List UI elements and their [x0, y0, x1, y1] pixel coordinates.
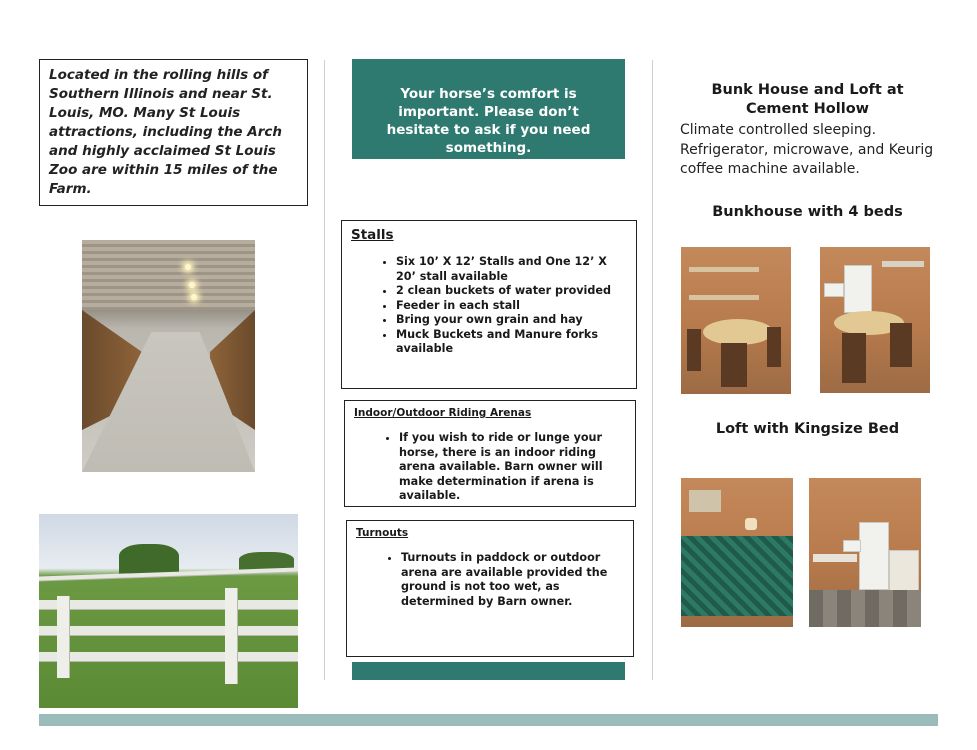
barn-light	[191, 294, 197, 300]
dining-table	[703, 319, 773, 345]
loft-photo-2	[809, 478, 921, 627]
riding-arenas-list	[354, 431, 626, 504]
loft-photo-1	[681, 478, 793, 627]
dining-chair	[890, 323, 912, 367]
kingsize-bed	[681, 536, 793, 616]
kitchen-counter	[813, 554, 857, 562]
loft-heading: Loft with Kingsize Bed	[715, 421, 900, 437]
wall-art	[689, 490, 721, 512]
column-divider-left	[324, 60, 325, 680]
bunkhouse-description: Climate controlled sleeping. Refrigerator, microwave, and Keurig coffee machine available.	[680, 122, 934, 177]
kitchen-cabinet	[889, 550, 919, 592]
dining-chair	[767, 327, 781, 367]
bunk-bed-frame	[689, 295, 759, 300]
turnouts-title: Turnouts	[356, 527, 409, 539]
barn-light	[185, 264, 191, 270]
stalls-list-item: • Six 10’ X 12’ Stalls and One 12’ X 20’ stall available	[396, 255, 627, 284]
bunkhouse-photo-1	[681, 247, 791, 394]
wall-shelf	[882, 261, 924, 267]
comfort-banner-text: Your horse’s comfort is important. Please don’t hesitate to ask if you need something.	[386, 86, 591, 156]
stalls-list-item: • Bring your own grain and hay	[396, 313, 627, 328]
dining-chair	[687, 329, 701, 371]
refrigerator	[844, 265, 872, 313]
dining-chair	[842, 333, 866, 383]
comfort-banner	[352, 59, 625, 159]
barn-ceiling	[82, 240, 255, 310]
stalls-title: Stalls	[351, 227, 394, 243]
fence-post	[225, 588, 237, 684]
bunkhouse-photo-2	[820, 247, 930, 393]
stalls-list-item: • Feeder in each stall	[396, 299, 627, 314]
riding-arenas-box	[344, 400, 636, 507]
dining-chair	[721, 343, 747, 387]
tree-line	[119, 544, 179, 574]
bunk-bed-frame	[689, 267, 759, 272]
turnouts-list	[356, 551, 624, 609]
intro-text-box: Located in the rolling hills of Southern Illinois and near St. Louis, MO. Many St Louis attractions, including the Arch and highly acclaimed St Louis Zoo are within 15 miles of the Farm.	[39, 59, 308, 206]
footer-bar	[39, 714, 938, 726]
pasture-fence-photo	[39, 514, 298, 708]
lamp	[745, 518, 757, 530]
microwave	[824, 283, 844, 297]
column-divider-right	[652, 60, 653, 680]
fence-rail	[39, 600, 298, 609]
microwave	[843, 540, 861, 552]
riding-arenas-list-item: • If you wish to ride or lunge your horse, there is an indoor riding arena available. Barn owner will make determination if arena is available.	[399, 431, 626, 504]
refrigerator	[859, 522, 889, 590]
stalls-list-item: • Muck Buckets and Manure forks available	[396, 328, 627, 357]
stalls-list-item: • 2 clean buckets of water provided	[396, 284, 627, 299]
barn-aisle-photo	[82, 240, 255, 472]
fence-rail	[39, 652, 298, 661]
bunkhouse-beds-heading: Bunkhouse with 4 beds	[712, 204, 903, 220]
fence-post	[57, 596, 69, 678]
barn-light	[189, 282, 195, 288]
turnouts-list-item: • Turnouts in paddock or outdoor arena are available provided the ground is not too wet, as determined by Barn owner.	[401, 551, 624, 609]
tile-floor	[809, 590, 921, 627]
stalls-list	[351, 255, 627, 357]
bunkhouse-loft-heading: Bunk House and Loft at Cement Hollow	[711, 82, 904, 117]
riding-arenas-title: Indoor/Outdoor Riding Arenas	[354, 407, 532, 419]
turnouts-box	[346, 520, 634, 657]
bottom-teal-bar	[352, 662, 625, 680]
stalls-box	[341, 220, 637, 389]
fence-rail	[39, 626, 298, 635]
